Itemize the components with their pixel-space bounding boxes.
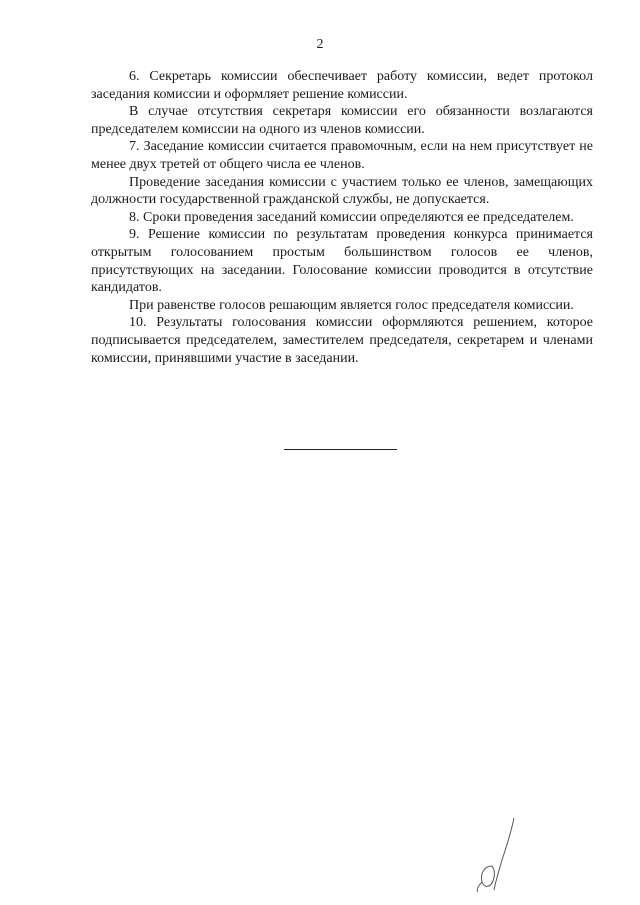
page-number: 2 — [316, 37, 324, 52]
paragraph-10: 10. Результаты голосования комиссии оформляются решением, которое подписывается председателем, заместителем председателя, секретарем и членами комиссии, принявшими участие в заседании. — [91, 315, 593, 366]
document-body — [91, 68, 593, 367]
paragraph-7-continued: Проведение заседания комиссии с участием только ее членов, замещающих должности государственной гражданской службы, не допускается. — [91, 174, 593, 208]
paragraph-6-continued: В случае отсутствия секретаря комиссии его обязанности возлагаются председателем комиссии на одного из членов комиссии. — [91, 104, 593, 137]
paragraph-7: 7. Заседание комиссии считается правомочным, если на нем присутствует не менее двух третей от общего числа ее членов. — [91, 139, 593, 172]
paragraph-9-continued: При равенстве голосов решающим является голос председателя комиссии. — [129, 297, 574, 313]
paragraph-6: 6. Секретарь комиссии обеспечивает работу комиссии, ведет протокол заседания комиссии и оформляет решение комиссии. — [91, 69, 593, 102]
paragraph-9: 9. Решение комиссии по результатам проведения конкурса принимается открытым голосованием простым большинством голосов ее членов, присутствующих на заседании. Голосование комиссии проводится в отсутствие кандидатов. — [91, 227, 593, 296]
paragraph-8: 8. Сроки проведения заседаний комиссии определяются ее председателем. — [129, 209, 574, 225]
end-rule — [284, 449, 397, 450]
signature-mark — [462, 808, 532, 898]
